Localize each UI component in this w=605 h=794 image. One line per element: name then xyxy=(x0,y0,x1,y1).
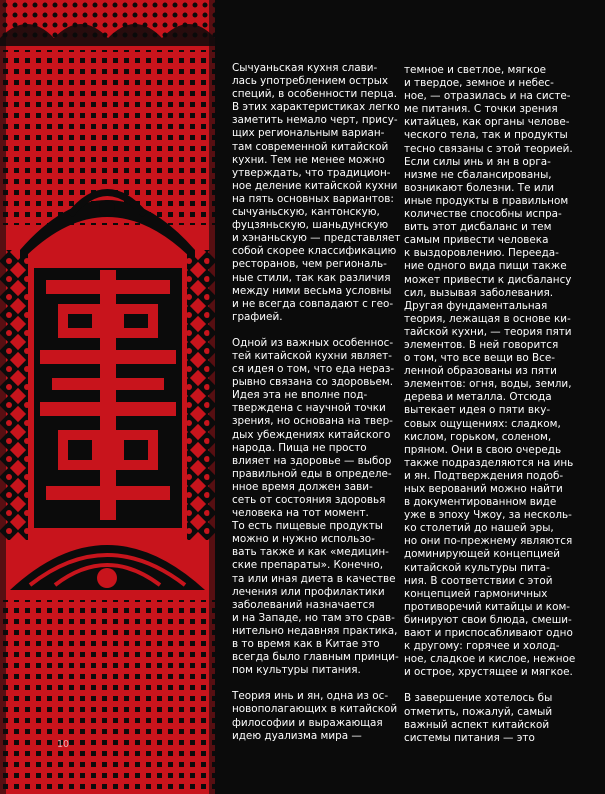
text-column-right xyxy=(404,64,575,745)
text-line: всегда было главным принци- xyxy=(232,651,399,664)
text-line: утверждать, что традицион- xyxy=(232,166,391,179)
text-line: специй, в особенности перца. xyxy=(232,88,398,101)
text-line: может привести к дисбалансу xyxy=(404,273,572,286)
page-number: 10 xyxy=(57,739,70,750)
text-line: правильной еды в определе- xyxy=(232,467,392,480)
text-line: человека на тот момент. xyxy=(232,507,369,520)
text-line: тей китайской кухни являет- xyxy=(232,349,392,362)
text-line: ния. В соответствии с этой xyxy=(404,574,553,587)
text-line: совых ощущениях: сладком, xyxy=(404,417,561,430)
paragraph-gap xyxy=(404,679,575,692)
text-line: иные продукты в правильном xyxy=(404,194,569,207)
text-line: Одной из важных особеннос- xyxy=(232,336,394,349)
text-line: вать также и как «медицин- xyxy=(232,546,389,559)
text-line: То есть пищевые продукты xyxy=(232,520,383,533)
text-line: В этих характеристиках легко xyxy=(232,101,400,114)
text-line: та или иная диета в качестве xyxy=(232,572,396,585)
text-line: тесно связаны с этой теорией. xyxy=(404,142,573,155)
text-line: народа. Пища не просто xyxy=(232,441,367,454)
text-line: на пять основных вариантов: xyxy=(232,192,394,205)
text-line: сеть от состояния здоровья xyxy=(232,494,386,506)
text-line: о том, что все вещи во Все- xyxy=(404,352,556,365)
text-line: Если силы инь и ян в орга- xyxy=(404,155,551,168)
text-line: заболеваний назначается xyxy=(232,598,375,611)
text-line: между ними весьма условны xyxy=(232,284,392,297)
text-line: ресторанов, чем региональ- xyxy=(232,258,387,271)
text-line: самым привести человека xyxy=(404,234,549,247)
text-line: элементов. В ней говорится xyxy=(404,338,559,351)
text-line: идею дуализма мира — xyxy=(232,729,362,742)
text-line: к выздоровлению. Переедa- xyxy=(404,247,559,260)
text-line: ленной образованы из пяти xyxy=(404,365,557,378)
text-line: дых убеждениях китайского xyxy=(232,428,391,441)
text-line: и твердое, земное и небес- xyxy=(404,77,554,90)
paragraph-gap xyxy=(232,324,400,337)
text-line: ся идея о том, что еда нераз- xyxy=(232,363,395,376)
text-line: сычуаньскую, кантонскую, xyxy=(232,206,380,219)
text-line: пом культуры питания. xyxy=(232,664,361,677)
text-line: собой скорее классификацию xyxy=(232,245,397,258)
text-line: ние одного вида пищи также xyxy=(404,260,567,273)
text-line: теория, лежащая в основе ки- xyxy=(404,312,571,325)
text-line: лечения или профилактики xyxy=(232,585,385,598)
text-line: уже в эпоху Чжоу, за несколь- xyxy=(404,509,572,522)
papercut-decorative-panel xyxy=(0,0,215,794)
text-line: и ян. Подтверждения подоб- xyxy=(404,469,564,482)
text-line: Сычуаньская кухня слави- xyxy=(232,62,378,74)
text-line: низме не сбалансированы, xyxy=(404,168,552,181)
text-line: в документированном виде xyxy=(404,496,557,509)
text-line: отметить, пожалуй, самый xyxy=(404,705,553,718)
papercut-pattern-icon xyxy=(0,0,215,794)
text-line: Другая фундаментальная xyxy=(404,299,548,312)
text-line: сил, вызывая заболевания. xyxy=(404,286,554,299)
text-line: системы питания — это xyxy=(404,731,535,744)
text-line: ных верований можно найти xyxy=(404,483,563,495)
text-line: ме питания. С точки зрения xyxy=(404,103,558,116)
text-line: ное деление китайской кухни xyxy=(232,179,398,192)
text-line: элементов: огня, воды, земли, xyxy=(404,378,572,391)
text-line: новополагающих в китайской xyxy=(232,703,398,716)
text-line: зрения, но основана на твер- xyxy=(232,415,393,428)
text-line: вытекает идея о пяти вку- xyxy=(404,404,551,417)
text-line: графией. xyxy=(232,310,283,323)
text-line: влияет на здоровье — выбор xyxy=(232,454,392,467)
text-line: ные стили, так как различия xyxy=(232,271,391,284)
text-line: противоречий китайцы и ком- xyxy=(404,600,571,613)
text-line: китайцев, как органы челове- xyxy=(404,116,570,129)
text-line: к другому: горячее и холод- xyxy=(404,640,560,653)
text-line: также подразделяются на инь xyxy=(404,456,574,469)
text-line: вить этот дисбаланс и тем xyxy=(404,221,552,234)
text-line: щих региональным вариан- xyxy=(232,127,385,140)
text-line: тверждена с научной точки xyxy=(232,402,386,415)
text-line: доминирующей концепцией xyxy=(404,548,561,561)
text-line: бинируют свои блюда, смеши- xyxy=(404,613,572,626)
text-line: кислом, горьком, соленом, xyxy=(404,430,552,443)
text-line: заметить немало черт, прису- xyxy=(232,114,398,127)
text-line: В завершение хотелось бы xyxy=(404,692,553,705)
text-line: нительно недавняя практика, xyxy=(232,624,398,637)
text-line: философии и выражающая xyxy=(232,716,383,729)
text-line: лась употреблением острых xyxy=(232,75,389,88)
text-line: важный аспект китайской xyxy=(404,718,550,731)
text-line: ко столетий до нашей эры, xyxy=(404,522,554,535)
text-line: ное, — отразилась и на систе- xyxy=(404,90,571,103)
text-line: тайской кухни, — теория пяти xyxy=(404,325,572,338)
text-line: возникают болезни. Те или xyxy=(404,181,554,194)
text-line: ские препараты». Конечно, xyxy=(232,559,384,572)
text-line: рывно связана со здоровьем. xyxy=(232,376,393,389)
text-line: ное, сладкое и кислое, нежное xyxy=(404,653,576,666)
text-line: дерева и металла. Отсюда xyxy=(404,391,552,404)
text-column-left xyxy=(232,62,400,743)
text-line: но они по-прежнему являются xyxy=(404,535,573,548)
text-line: фуцзяньскую, шаньдунскую xyxy=(232,219,389,232)
text-line: концепцией гармоничных xyxy=(404,587,548,600)
text-line: нное время должен зави- xyxy=(232,480,373,493)
text-line: вают и приспосабливают одно xyxy=(404,627,573,640)
text-line: ческого тела, так и продукты xyxy=(404,129,568,142)
text-line: кухни. Тем не менее можно xyxy=(232,153,385,166)
text-line: в то время как в Китае это xyxy=(232,638,380,651)
text-line: темное и светлое, мягкое xyxy=(404,64,547,76)
text-line: пряном. Они в свою очередь xyxy=(404,443,562,456)
paragraph-gap xyxy=(232,677,400,690)
text-line: и на Западе, но там это срав- xyxy=(232,611,395,624)
text-line: китайской культуры пита- xyxy=(404,561,550,574)
text-line: количестве способны испра- xyxy=(404,208,562,221)
text-line: и не всегда совпадают с гео- xyxy=(232,297,394,310)
text-line: и хэнаньскую — представляет xyxy=(232,232,401,245)
text-line: там современной китайской xyxy=(232,140,389,153)
text-line: можно и нужно использо- xyxy=(232,533,375,546)
text-line: Идея эта не вполне под- xyxy=(232,389,368,402)
text-line: и острое, хрустящее и мягкое. xyxy=(404,666,573,679)
text-line: Теория инь и ян, одна из ос- xyxy=(232,690,389,703)
